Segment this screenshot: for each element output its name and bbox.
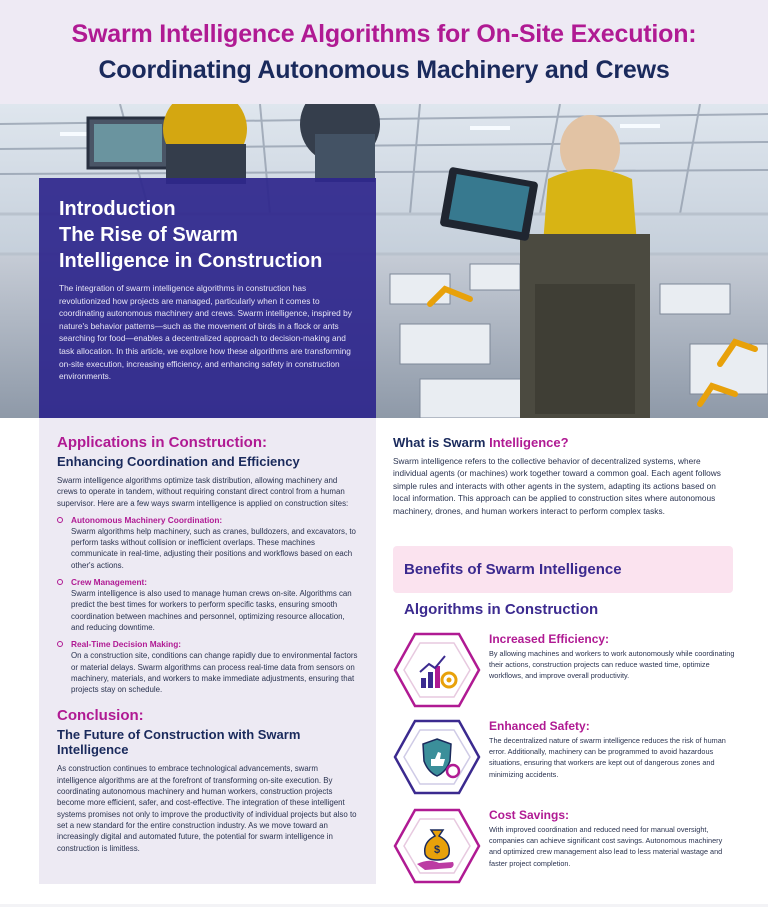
applications-subtitle: Enhancing Coordination and Efficiency <box>57 454 300 469</box>
conclusion-section <box>57 707 358 853</box>
list-item-text: Swarm intelligence is also used to manage human crews on-site. Algorithms can predict the best times for workers to perform specific tasks, ensuring smooth coordination between machines and personnel, optimizing resource allocation, and reducing downtime. <box>71 589 352 632</box>
page-header <box>0 0 768 104</box>
bullet-circle-icon <box>57 641 63 647</box>
applications-title: Applications in Construction: <box>57 434 267 451</box>
benefit-item-cost-savings <box>393 808 735 886</box>
conclusion-subtitle: The Future of Construction with Swarm Intelligence <box>57 727 301 758</box>
benefits-subtitle: Algorithms in Construction <box>404 601 599 618</box>
benefit-title: Cost Savings: <box>489 808 570 822</box>
page-title-line-2: Coordinating Autonomous Machinery and Crews <box>98 56 670 84</box>
benefit-text: By allowing machines and workers to work autonomously while coordinating their actions, construction projects can reduce wasted time, optimize workflows, and improve overall productivity. <box>489 649 735 681</box>
list-item-title: Autonomous Machinery Coordination: <box>71 514 223 525</box>
benefit-title: Increased Efficiency: <box>489 632 610 646</box>
list-item <box>57 515 358 571</box>
intro-panel <box>39 178 376 418</box>
list-item-text: Swarm algorithms help machinery, such as cranes, bulldozers, and excavators, to perform tasks without collision or inefficient overlaps. These machines communicate in real-time, adjusting their positions and workflows based on each other's actions. <box>71 526 356 570</box>
what-is-body: Swarm intelligence refers to the collective behavior of decentralized systems, where individual agents (or machines) work together toward a common goal. Each agent follows simple rules and interacts with other agents in the system, adapting its actions based on local information. This approach can be applied to construction sites where autonomous machinery, drones, and human workers interact to perform complex tasks. <box>393 456 721 516</box>
bullet-circle-icon <box>57 517 63 523</box>
bullet-circle-icon <box>57 579 63 585</box>
what-is-title-part-2: Intelligence? <box>489 435 569 450</box>
list-item <box>57 577 358 633</box>
intro-heading-2: The Rise of Swarm <box>59 224 238 246</box>
what-is-title <box>393 435 735 450</box>
conclusion-body: As construction continues to embrace technological advancements, swarm intelligence algorithms are at the forefront of transforming on-site execution. By coordinating autonomous machinery and human workers, construction projects become more efficient, safer, and cost-effective. The integration of these intelligent systems promises not only to improve the productivity of individual projects but also to set a new standard for the entire construction industry. As we move toward an increasingly digital and automated future, the potential for swarm intelligence in construction is limitless. <box>57 764 357 853</box>
benefit-text: With improved coordination and reduced need for manual oversight, companies can achieve significant cost savings. Autonomous machinery and optimized crew management also lead to less material wastage and faster project completion. <box>489 825 723 868</box>
what-is-section <box>393 435 735 517</box>
intro-heading-1: Introduction <box>59 198 176 220</box>
applications-body: Swarm intelligence algorithms optimize task distribution, allowing machinery and crews to operate in tandem, without requiring constant direct control from a human supervisor. Here are a few ways swarm intelligence is applied on construction sites: <box>57 476 349 508</box>
growth-chart-gear-icon <box>393 632 481 708</box>
what-is-title-part-1: What is Swarm <box>393 435 490 450</box>
applications-list <box>57 515 358 696</box>
benefit-item-efficiency <box>393 632 735 710</box>
money-bag-hand-icon <box>393 808 481 884</box>
intro-body: The integration of swarm intelligence algorithms in construction has revolutionized how projects are managed, particularly when it comes to coordinating autonomous machinery and crews. Swarm intelligence, inspired by nature's behavior patterns—such as the movement of birds in a flock or ants searching for food—enables a decentralized approach to decision-making and task allocation. In this article, we explore how these algorithms are transforming on-site execution, increasing efficiency, and enhancing safety in construction environments. <box>59 283 352 382</box>
benefit-item-safety <box>393 719 735 797</box>
benefit-text: The decentralized nature of swarm intelligence reduces the risk of human error. Additionally, machinery can be programmed to avoid hazardous situations, ensuring that workers are kept out of dangerous zones and minimizing accidents. <box>489 736 726 779</box>
benefits-title: Benefits of Swarm Intelligence <box>404 561 622 578</box>
svg-text:$: $ <box>433 844 441 856</box>
intro-heading-3: Intelligence in Construction <box>59 250 323 272</box>
conclusion-title: Conclusion: <box>57 707 144 725</box>
list-item <box>57 639 358 695</box>
benefits-banner <box>393 546 733 593</box>
page-title-line-1: Swarm Intelligence Algorithms for On-Site Execution: <box>71 20 697 48</box>
list-item-title: Crew Management: <box>71 577 148 588</box>
left-column-panel <box>39 418 376 884</box>
list-item-title: Real-Time Decision Making: <box>71 639 182 650</box>
list-item-text: On a construction site, conditions can change rapidly due to environmental factors or material delays. Swarm algorithms can process real-time data from sensors on machinery, materials, and workers to make immediate adjustments, ensuring that projects stay on schedule. <box>71 651 358 695</box>
shield-thumbs-up-icon <box>393 719 481 795</box>
benefit-title: Enhanced Safety: <box>489 719 590 733</box>
